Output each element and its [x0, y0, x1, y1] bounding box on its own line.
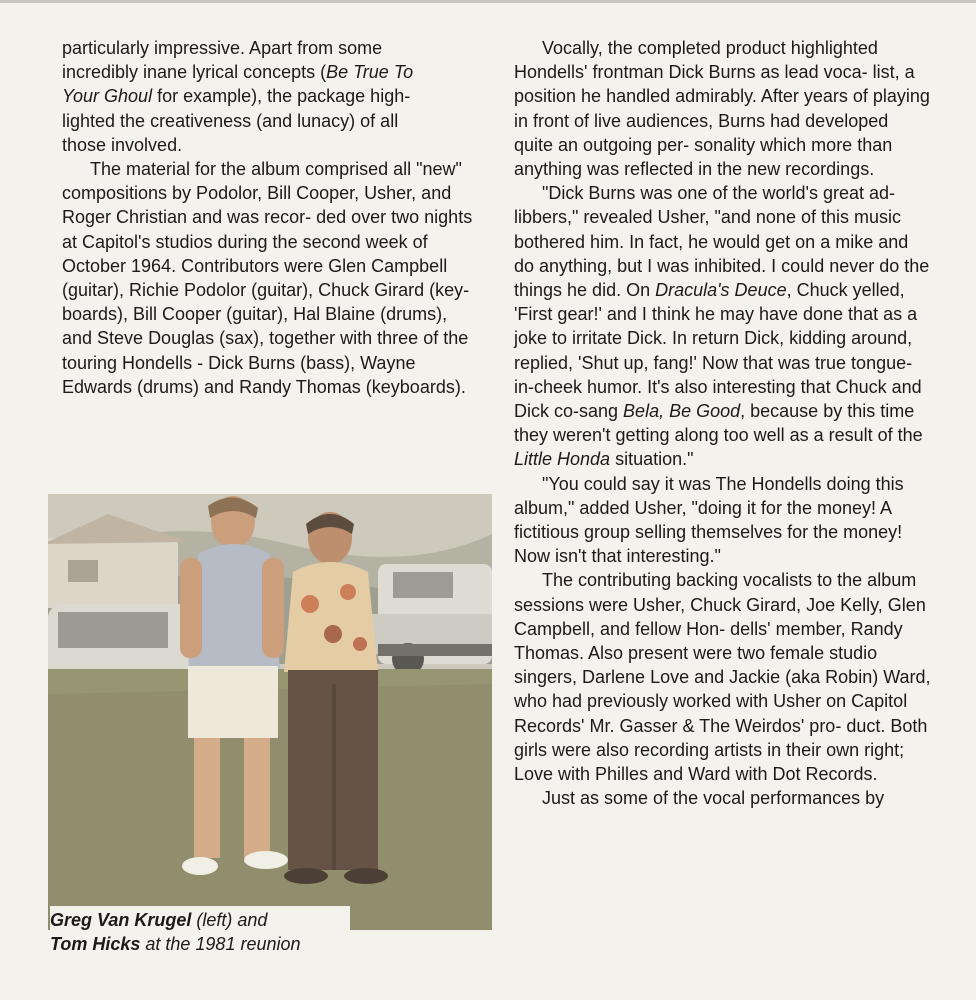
song-title-dracula: Dracula's Deuce	[655, 280, 787, 301]
right-paragraph-1: Vocally, the completed product highlighted Hondells' frontman Dick Burns as lead voca- list, a position he handled admirably. After years of playing in front of live audiences, Burns had developed quite an outgoing per- sonality which more than anything was reflected in the new recordings.	[514, 38, 930, 180]
left-paragraph-1: particularly impressive. Apart from some incredibly inane lyrical concepts (Be True To Your Ghoul for example), the package high- lighted the creativeness (and lunacy) of all those involved.	[62, 38, 414, 155]
song-title-little-honda: Little Honda	[514, 449, 611, 470]
song-title-your-ghoul: Your Ghoul	[62, 86, 153, 107]
right-paragraph-5: Just as some of the vocal performances by	[542, 788, 885, 809]
caption-name-1: Greg Van Krugel	[50, 910, 192, 930]
photo-caption: Greg Van Krugel (left) and Tom Hicks at the 1981 reunion	[50, 906, 350, 958]
right-paragraph-4: The contributing backing vocalists to the album sessions were Usher, Chuck Girard, Joe Kelly, Glen Campbell, and fellow Hon- dells' member, Randy Thomas. Also present were two female studio singers, Darlene Love and Jackie (aka Robin) Ward, who had previously worked with Usher on Capitol Records' Mr. Gasser & The Weirdos' pro- duct. Both girls were also recording artists in their own right; Love with Philles and Ward with Dot Records.	[514, 570, 931, 785]
song-title-be-true: Be True To	[326, 62, 414, 83]
right-paragraph-3: "You could say it was The Hondells doing this album," added Usher, "doing it for the money! A fictitious group selling themselves for the money! Now isn't that interesting."	[514, 473, 904, 567]
left-paragraph-2: The material for the album comprised all "new" compositions by Podolor, Bill Cooper, Usher, and Roger Christian and was recor- ded over two nights at Capitol's studios during the second week of October 1964. Contributors were Glen Campbell (guitar), Richie Podolor (guitar), Chuck Girard (key- boards), Bill Cooper (guitar), Hal Blaine (drums), and Steve Douglas (sax), together with three of the touring Hondells - Dick Burns (bass), Wayne Edwards (drums) and Randy Thomas (keyboards).	[62, 159, 473, 397]
right-column	[514, 36, 932, 811]
right-paragraph-2: "Dick Burns was one of the world's great ad-libbers," revealed Usher, "and none of this music bothered him. In fact, he would get on a mike and do anything, but I was inhibited. I could never do the things he did. On Dracula's Deuce, Chuck yelled, 'First gear!' and I think he may have done that as a joke to irritate Dick. In return Dick, kidding around, replied, 'Shut up, fang!' Now that was true tongue-in-cheek humor. It's also interesting that Chuck and Dick co-sang Bela, Be Good, because by this time they weren't getting along too well as a result of the Little Honda situation."	[514, 183, 930, 470]
caption-name-2: Tom Hicks	[50, 934, 141, 954]
left-column	[62, 36, 482, 399]
song-title-bela: Bela, Be Good	[623, 401, 741, 422]
page-top-rule	[0, 0, 976, 3]
reunion-photo	[48, 494, 492, 930]
